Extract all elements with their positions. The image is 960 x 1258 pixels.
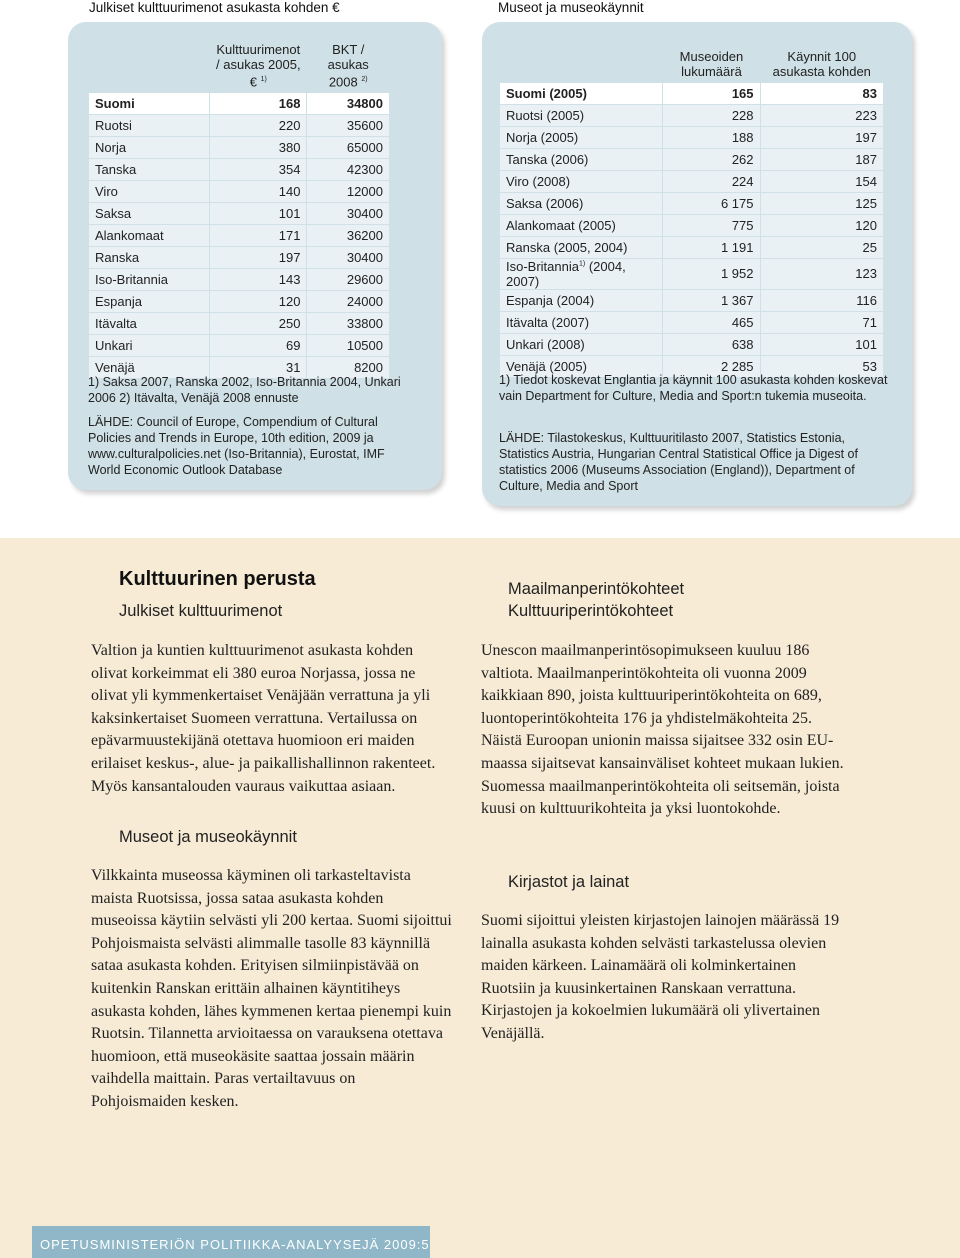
spend-cell: 220 (210, 115, 307, 137)
country-cell: Viro (2008) (500, 170, 663, 192)
culture-spending-table (88, 42, 390, 379)
table-row (500, 126, 884, 148)
subheading-libraries: Kirjastot ja lainat (508, 873, 630, 891)
country-cell: Espanja (89, 291, 210, 313)
country-cell: Alankomaat (89, 225, 210, 247)
table-row (500, 192, 884, 214)
visits-cell: 83 (760, 82, 883, 104)
subheading-museums: Museot ja museokäynnit (119, 828, 297, 846)
country-cell: Ruotsi (89, 115, 210, 137)
subheading-world-heritage: Maailmanperintökohteet (508, 580, 685, 598)
visits-cell: 25 (760, 236, 883, 258)
subheading-culture-spending: Julkiset kulttuurimenot (119, 602, 283, 620)
country-cell: Norja (2005) (500, 126, 663, 148)
paragraph-world-heritage: Unescon maailmanperintösopimukseen kuuluu 186 valtiota. Maailmanperintökohteita oli vuonna 2009 kaikkiaan 890, joista kulttuuriperintökohteita on 689, luontoperintökohteita 176 ja yhdistelmäkohteita 25. Näistä Euroopan unionin maissa sijaitsee 332 osin EU-maassa sijaitsevat kansainväliset kohteet mukaan lukien. Suomessa maailmanperintökohteita oli seitsemän, joista kuusi on kulttuurikohteita ja yksi luontokohde. (481, 642, 844, 818)
country-cell: Espanja (2004) (500, 289, 663, 311)
museum-count-cell: 465 (663, 311, 760, 333)
spend-cell: 197 (210, 247, 307, 269)
visits-cell: 120 (760, 214, 883, 236)
table-row (500, 104, 884, 126)
gdp-cell: 30400 (307, 247, 390, 269)
spend-cell: 143 (210, 269, 307, 291)
museum-count-cell: 228 (663, 104, 760, 126)
spend-cell: 380 (210, 137, 307, 159)
country-cell: Norja (89, 137, 210, 159)
gdp-cell: 12000 (307, 181, 390, 203)
table-row (89, 115, 390, 137)
table-row (500, 236, 884, 258)
gdp-cell: 36200 (307, 225, 390, 247)
table-row (89, 269, 390, 291)
section-heading: Kulttuurinen perusta (119, 568, 316, 590)
paragraph-libraries: Suomi sijoittui yleisten kirjastojen lainojen määrässä 19 lainalla asukasta kohden selvästi tarkastelussa olevien maiden kärkeen. Lainamäärä oli kolminkertainen Ruotsiin ja kuusinkertainen Ranskaan verrattuna. Kirjastojen ja kokoelmien lukumäärä oli ylivertainen Venäjällä. (481, 912, 840, 1042)
table-row (500, 214, 884, 236)
visits-cell: 53 (760, 355, 883, 377)
country-cell: Unkari (89, 335, 210, 357)
museum-count-cell: 188 (663, 126, 760, 148)
museum-count-cell: 262 (663, 148, 760, 170)
country-cell: Itävalta (89, 313, 210, 335)
country-cell: Alankomaat (2005) (500, 214, 663, 236)
country-cell: Ranska (89, 247, 210, 269)
right-source: LÄHDE: Tilastokeskus, Kulttuuritilasto 2007, Statistics Estonia, Statistics Austria, Hungarian Central Statistical Office ja Digest of statistics 2006 (Museums Association (England)), Department of Culture, Media and Sport (499, 431, 858, 493)
gdp-cell: 34800 (307, 93, 390, 115)
col-museums-header: Museoiden lukumäärä (679, 48, 744, 79)
country-cell: Itävalta (2007) (500, 311, 663, 333)
subheading-cultural-heritage: Kulttuuriperintökohteet (508, 602, 674, 620)
country-cell: Tanska (2006) (500, 148, 663, 170)
country-cell: Ranska (2005, 2004) (500, 236, 663, 258)
table-row (89, 335, 390, 357)
gdp-cell: 65000 (307, 137, 390, 159)
spend-cell: 69 (210, 335, 307, 357)
spend-cell: 101 (210, 203, 307, 225)
visits-cell: 116 (760, 289, 883, 311)
country-cell: Iso-Britannia$^{1)}$ (2004, 2007) (500, 258, 663, 289)
country-cell: Saksa (89, 203, 210, 225)
table-row (89, 137, 390, 159)
country-cell: Unkari (2008) (500, 333, 663, 355)
table-row (500, 289, 884, 311)
museum-count-cell: 6 175 (663, 192, 760, 214)
right-page-title: Museot ja museokäynnit (498, 0, 644, 15)
col-spend-header: Kulttuurimenot / asukas 2005, € $^{1)}$ (216, 42, 301, 90)
paragraph-museums: Vilkkainta museossa käyminen oli tarkasteltavista maista Ruotsissa, jossa sataa asukasta kohden museoissa käytiin selvästi yli 200 kertaa. Suomi sijoittui Pohjoismaista selvästi alimmalle tasolle 83 käynnillä sataa asukasta kohden. Erityisen silmiinpistävää on kuitenkin Ranskan erittäin alhainen käyntitiheys asukasta kohden, lähes kymmenen kertaa pienempi kuin Ruotsin. Tilannetta arvioitaessa on varauksena otettava huomioon, että museokäsite saattaa jossain määrin vaihdella maittain. Paras vertailtavuus on Pohjoismaiden kesken. (91, 867, 452, 1110)
left-page-title: Julkiset kulttuurimenot asukasta kohden € (89, 0, 340, 15)
table-row (89, 225, 390, 247)
table-row (89, 247, 390, 269)
table-row (500, 82, 884, 104)
left-footnote: 1) Saksa 2007, Ranska 2002, Iso-Britannia 2004, Unkari 2006 2) Itävalta, Venäjä 2008 ennuste (88, 375, 401, 405)
gdp-cell: 8200 (307, 357, 390, 379)
spend-cell: 171 (210, 225, 307, 247)
footer-publication-title: OPETUSMINISTERIÖN POLITIIKKA-ANALYYSEJÄ 2009:5 (40, 1237, 430, 1252)
spend-cell: 120 (210, 291, 307, 313)
table-row (89, 313, 390, 335)
museum-count-cell: 1 191 (663, 236, 760, 258)
country-cell: Saksa (2006) (500, 192, 663, 214)
country-cell: Venäjä (2005) (500, 355, 663, 377)
visits-cell: 187 (760, 148, 883, 170)
museum-count-cell: 1 367 (663, 289, 760, 311)
table-row (500, 170, 884, 192)
visits-cell: 197 (760, 126, 883, 148)
spend-cell: 140 (210, 181, 307, 203)
museum-count-cell: 638 (663, 333, 760, 355)
gdp-cell: 24000 (307, 291, 390, 313)
table-row (500, 148, 884, 170)
spend-cell: 31 (210, 357, 307, 379)
table-row (89, 159, 390, 181)
museum-count-cell: 1 952 (663, 258, 760, 289)
col-gdp-header: BKT / asukas 2008 $^{2)}$ (327, 42, 369, 90)
country-cell: Tanska (89, 159, 210, 181)
gdp-cell: 42300 (307, 159, 390, 181)
table-row (89, 203, 390, 225)
visits-cell: 154 (760, 170, 883, 192)
gdp-cell: 30400 (307, 203, 390, 225)
visits-cell: 71 (760, 311, 883, 333)
visits-cell: 125 (760, 192, 883, 214)
visits-cell: 101 (760, 333, 883, 355)
gdp-cell: 35600 (307, 115, 390, 137)
gdp-cell: 10500 (307, 335, 390, 357)
country-cell: Iso-Britannia (89, 269, 210, 291)
gdp-cell: 29600 (307, 269, 390, 291)
table-row (89, 181, 390, 203)
gdp-cell: 33800 (307, 313, 390, 335)
right-footnote: 1) Tiedot koskevat Englantia ja käynnit 100 asukasta kohden koskevat vain Department for Culture, Media and Sport:n tukemia museoita. (499, 373, 888, 403)
table-row (500, 311, 884, 333)
spend-cell: 250 (210, 313, 307, 335)
museum-count-cell: 775 (663, 214, 760, 236)
museum-count-cell: 2 285 (663, 355, 760, 377)
visits-cell: 123 (760, 258, 883, 289)
col-visits-header: Käynnit 100 asukasta kohden (772, 48, 871, 79)
spend-cell: 354 (210, 159, 307, 181)
visits-cell: 223 (760, 104, 883, 126)
country-cell: Viro (89, 181, 210, 203)
table-row (89, 291, 390, 313)
paragraph-culture-spending: Valtion ja kuntien kulttuurimenot asukasta kohden olivat korkeimmat eli 380 euroa Norjassa, jossa ne olivat yli kymmenkertaiset Venäjään verrattuna ja yli kaksinkertaiset Suomeen verrattuna. Vertailussa on epävarmuustekijänä otettava huomioon eri maiden erilaiset keskus-, alue- ja paikallishallinnon rakenteet. Myös kansantalouden vauraus vaikuttaa asiaan. (91, 642, 436, 795)
table-row (89, 93, 390, 115)
table-row (500, 333, 884, 355)
spend-cell: 168 (210, 93, 307, 115)
country-cell: Ruotsi (2005) (500, 104, 663, 126)
museum-table (499, 42, 884, 378)
table-row (500, 258, 884, 289)
country-cell: Suomi (2005) (500, 82, 663, 104)
museum-count-cell: 165 (663, 82, 760, 104)
left-source: LÄHDE: Council of Europe, Compendium of Cultural Policies and Trends in Europe, 10th edition, 2009 ja www.culturalpolicies.net (Iso-Britannia), Eurostat, IMF World Economic Outlook Database (88, 415, 385, 477)
country-cell: Venäjä (89, 357, 210, 379)
museum-count-cell: 224 (663, 170, 760, 192)
country-cell: Suomi (89, 93, 210, 115)
